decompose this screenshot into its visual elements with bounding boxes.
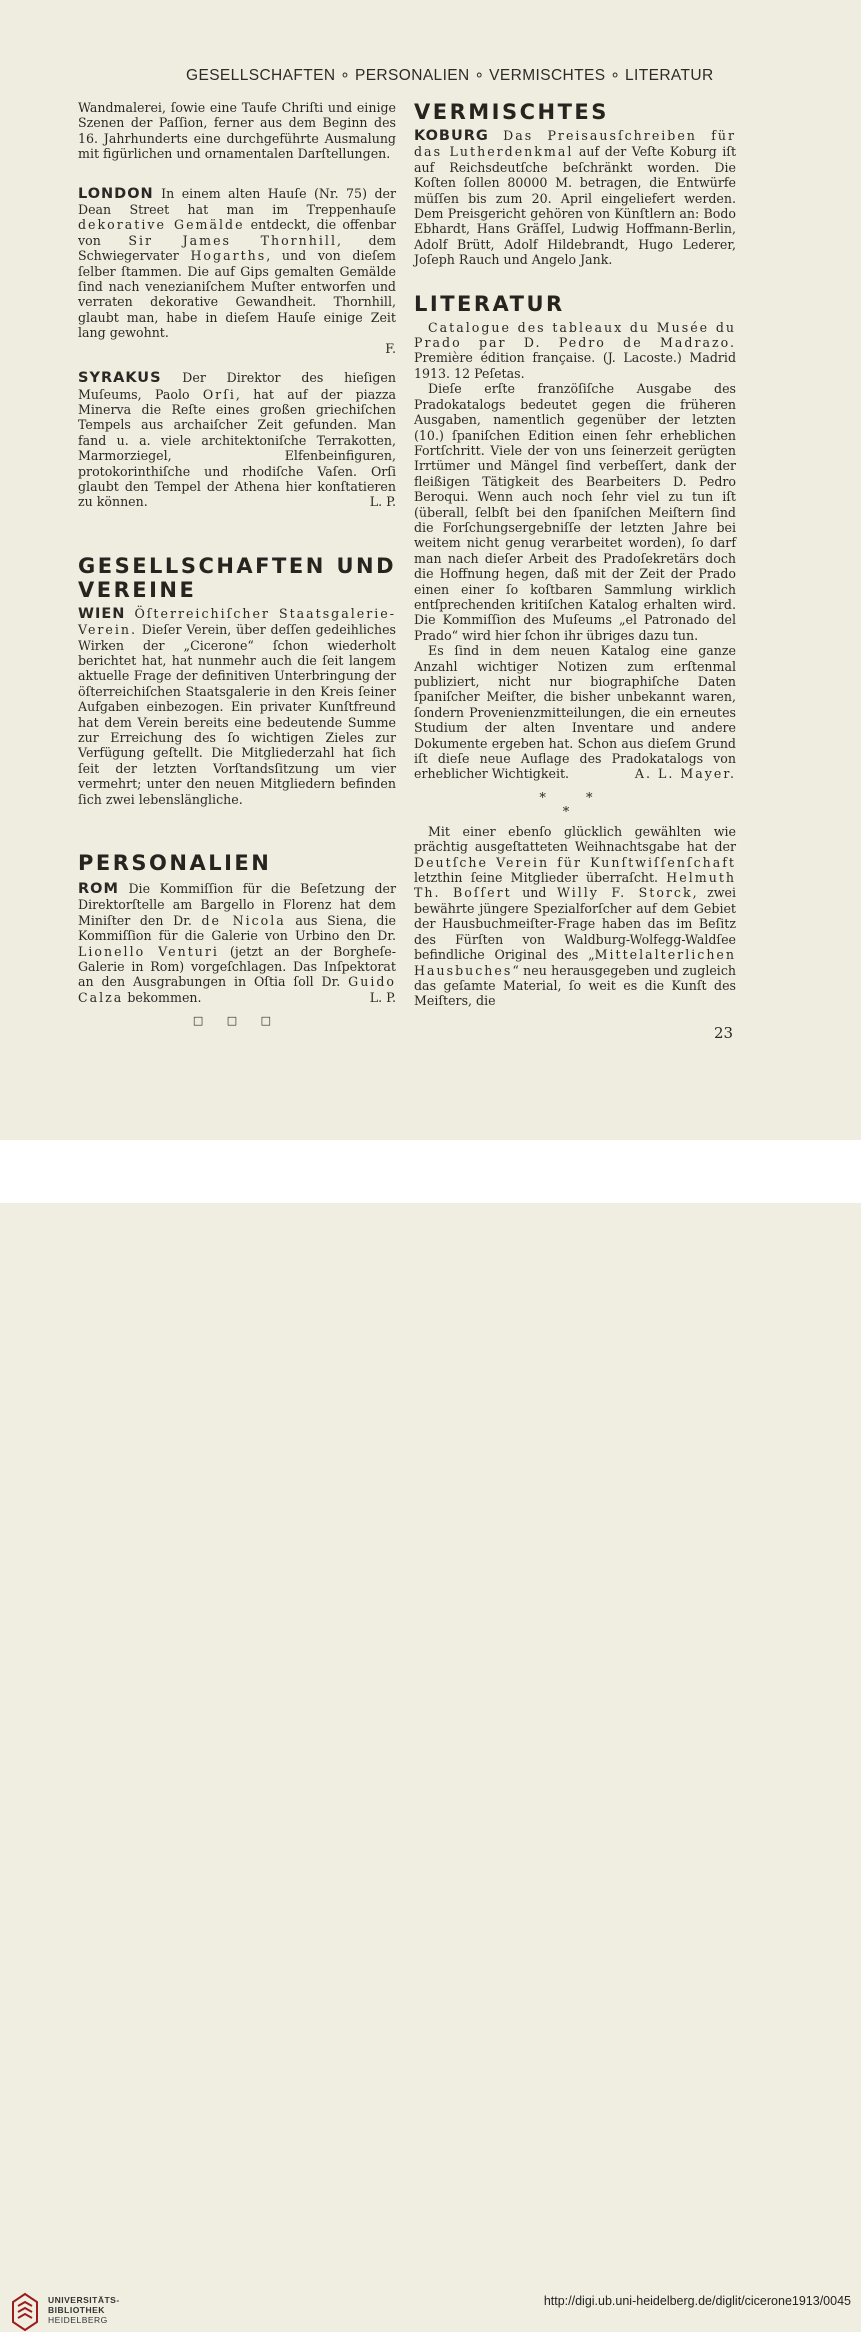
london-signature: F. [385,340,396,356]
literatur-citation: Catalogue des tableaux du Musée du Prado par D. Pedro de Madrazo. Première édition française. (J. Lacoste.) Madrid 1913. 12 Peſetas. [414,319,736,381]
syrakus-keyword: SYRAKUS [78,370,162,387]
rom-keyword: ROM [78,881,119,898]
section-end-marks: □ □ □ [192,1014,282,1028]
literatur-paragraph-3: Es ſind in dem neuen Katalog eine ganze Anzahl wichtiger Notizen zum erſtenmal publiziert, nicht nur biographiſche Daten ſpaniſcher Meiſter, die bisher unbekannt waren, ſondern Provenienzmitteilungen, die ein erneutes Studium der alten Inventare und andere Dokumente ergeben hat. Schon aus dieſem Grund iſt dieſe neue Auflage des Pradokatalogs von erheblicher Wichtigkeit. A. L. Mayer. [414,643,736,782]
syrakus-article: SYRAKUS Der Direktor des hieſigen Muſeums, Paolo Orſi, hat auf der piazza Minerva die Reſte eines großen griechiſchen Tempels aus archaiſcher Zeit gefunden. Man fand u. a. viele architektoniſche Terrakotten, Marmorziegel, Elfenbeinfiguren, protokorinthiſche und rhodiſche Vaſen. Orſi glaubt den Tempel der Athena hier konſtatieren zu können. L. P. [78,370,396,510]
wien-keyword: WIEN [78,605,126,622]
library-logo-icon [10,2292,40,2332]
literatur-paragraph-4: Mit einer ebenſo glücklich gewählten wie prächtig ausgeſtatteten Weihnachtsgabe hat der Deutſche Verein für Kunſtwiſſenſchaft letzthin ſeine Mitglieder überraſcht. Helmuth Th. Boſſert und Willy F. Storck, zwei bewährte jüngere Spezialforſcher auf dem Gebiet der Hausbuchmeiſter-Frage haben das im Beſitz des Fürſten von Waldburg-Wolfegg-Waldſee befindliche Original des „Mittelalterlichen Hausbuches“ neu herausgegeben und zugleich das geſamte Material, ſo weit es die Kunſt des Meiſters, die [414,823,737,1009]
left-column [78,100,396,1029]
literatur-paragraph-2: Dieſe erſte franzöſiſche Ausgabe des Pradokatalogs bedeutet gegen die früheren Ausgaben, namentlich gegenüber der letzten (10.) ſpaniſchen Edition einen ſehr erheblichen Fortſchritt. Viele der von uns ſeinerzeit gerügten Irrtümer und Mängel ſind verbeſſert, dank der fleißigen Tätigkeit des Bearbeiters D. Pedro Beroqui. Wenn auch noch ſehr viel zu tun iſt (überall, ſelbſt bei den ſpaniſchen Meiſtern ſind die Forſchungsergebniſſe der letzten Jahre bei weitem nicht genug verarbeitet worden), ſo darf man nach dieſer Arbeit des Pradoſekretärs doch die Hoffnung hegen, daß mit der Zeit der Prado einen einer ſo koſtbaren Sammlung wirklich entſprechenden kritiſchen Katalog erhalten wird. Die Kommiſſion des Muſeums „el Patronado del Prado“ wird hier ſchon ihr übriges dazu tun. [414,381,736,643]
right-column [414,100,736,1009]
permalink-url[interactable]: http://digi.ub.uni-heidelberg.de/diglit/cicerone1913/0045 [543,2294,851,2308]
literatur-heading: LITERATUR [414,291,565,316]
running-title: GESELLSCHAFTEN ∘ PERSONALIEN ∘ VERMISCHTES ∘ LITERATUR [186,67,714,84]
rom-article: ROM Die Kommiſſion für die Beſetzung der Direktorſtelle am Bargello in Florenz hat dem Miniſter den Dr. de Nicola aus Siena, die Kommiſſion für die Galerie von Urbino den Dr. Lionello Venturi (jetzt an der Borgheſe-Galerie in Rom) vorgeſchlagen. Das Inſpektorat an den Ausgrabungen in Oſtia ſoll Dr. Guido Calza bekommen. L. P. [78,881,397,1005]
page-number: 23 [714,1024,734,1042]
london-article: LONDON In einem alten Hauſe (Nr. 75) der Dean Street hat man im Treppenhauſe dekorative Gemälde entdeckt, die offenbar von Sir James Thornhill, dem Schwiegervater Hogarths, und von dieſem ſelber ſtammen. Die auf Gips gemalten Gemälde ſind nach venezianiſchem Muſter entworfen und verraten dekorative Gewandheit. Thornhill, glaubt man, habe in dieſem Hauſe einige Zeit lang gewohnt. [78,185,397,341]
intro-paragraph: Wandmalerei, ſowie eine Taufe Chriſti und einige Szenen der Paſſion, ferner aus dem Beginn des 16. Jahrhunderts eine durchgeführte Ausmalung mit figürlichen und ornamentalen Darſtellungen. [78,100,396,162]
koburg-article: KOBURG Das Preisausſchreiben für das Lutherdenkmal auf der Veſte Koburg iſt auf Reichsdeutſche beſchränkt worden. Die Koſten ſollen 80000 M. betragen, die Entwürfe müſſen bis zum 20. April eingeliefert werden. Dem Preisgericht gehören von Künſtlern an: Bodo Ebhardt, Hans Gräſſel, Ludwig Hoffmann-Berlin, Adolf Brütt, Adolf Hildebrandt, Hugo Lederer, Joſeph Rauch und Angelo Jank. [414,128,736,268]
literatur-signature: A. L. Mayer. [634,766,736,782]
rom-signature: L. P. [369,989,396,1005]
wien-article: WIEN Öſterreichiſcher Staatsgalerie-Verein. Dieſer Verein, über deſſen gedeihliches Wirken der „Cicerone“ ſchon wiederholt berichtet hat, hat nunmehr auch die ſeit langem aktuelle Frage der definitiven Unterbringung der öſterreichiſchen Staatsgalerie in den Kreis ſeiner Aufgaben einbezogen. Ein privater Kunſtfreund hat dem Verein bereits eine bedeutende Summe zur Erreichung des ſo wichtigen Zieles zur Verfügung geſtellt. Die Mitgliederzahl hat ſich ſeit der letzten Vorſtandsſitzung um vier vermehrt; unter den neuen Mitgliedern befinden ſich zwei lebenslängliche. [78,605,396,807]
gesellschaften-heading: GESELLSCHAFTEN UND VEREINE [78,553,396,602]
digitization-footer [0,1140,861,2325]
section-divider-stars: * * * [539,790,611,820]
library-name: UNIVERSITÄTS- BIBLIOTHEK HEIDELBERG [48,2295,120,2325]
personalien-heading: PERSONALIEN [78,851,272,876]
document-page [0,0,861,1140]
london-keyword: LONDON [78,185,154,202]
syrakus-signature: L. P. [369,494,396,510]
koburg-keyword: KOBURG [414,128,489,144]
vermischtes-heading: VERMISCHTES [414,100,609,124]
